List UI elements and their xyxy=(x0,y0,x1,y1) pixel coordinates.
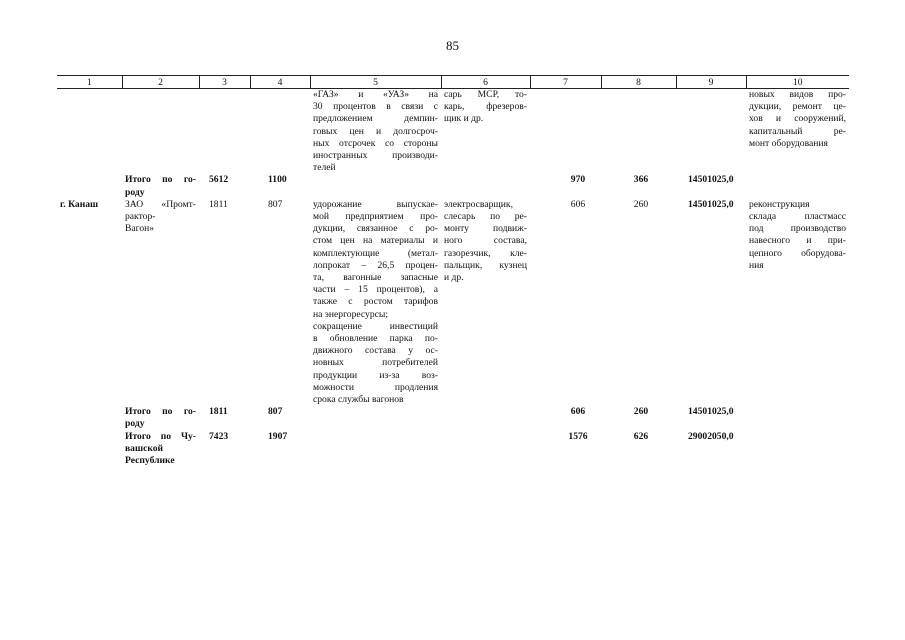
text-line: в обновление парка по- xyxy=(313,333,438,345)
text-line: ных отсрочек со стороны xyxy=(313,137,438,149)
text-line: также с ростом тарифов xyxy=(313,296,438,308)
header-cell: 2 xyxy=(122,76,199,89)
text-line: новых видов про- xyxy=(749,89,846,100)
value-cell: 5612 xyxy=(209,174,229,186)
text-line: продукции из-за воз- xyxy=(313,369,438,381)
text-line: Вагон» xyxy=(125,223,155,235)
table-row-republic-total xyxy=(57,431,849,468)
value-cell: 807 xyxy=(268,198,283,210)
text-line: роду xyxy=(125,186,145,198)
value-cell: 14501025,0 xyxy=(688,198,734,210)
value-cell: 14501025,0 xyxy=(688,406,734,418)
text-line: рактор- xyxy=(125,211,156,223)
value-cell: 260 xyxy=(633,406,649,418)
total-label xyxy=(122,406,199,430)
text-line: мой предприятием про- xyxy=(313,211,438,223)
text-line: склада пластмасс xyxy=(749,211,846,223)
reason-cell xyxy=(310,199,441,406)
text-line: Итого по го- xyxy=(125,406,196,418)
value-cell: 1811 xyxy=(209,406,228,418)
text-line: роду xyxy=(125,418,145,430)
header-row xyxy=(57,76,849,89)
text-line: сокращение инвестиций xyxy=(313,320,438,332)
text-line: движного состава у ос- xyxy=(313,345,438,357)
org-cell xyxy=(122,199,199,406)
professions-cell xyxy=(441,89,530,175)
page-number: 85 xyxy=(446,38,459,53)
value-cell: 1100 xyxy=(268,174,287,186)
header-cell: 7 xyxy=(530,76,601,89)
text-line: хов и сооружений, xyxy=(749,113,846,125)
text-line: части – 15 процентов), а xyxy=(313,284,438,296)
text-line: ния xyxy=(749,259,764,271)
text-line: сарь МСР, то- xyxy=(444,89,527,100)
text-line: удорожание выпускае- xyxy=(313,198,438,210)
data-table xyxy=(57,75,849,467)
header-cell: 5 xyxy=(310,76,441,89)
text-line: иностранных производи- xyxy=(313,150,438,162)
text-line: Итого по Чу- xyxy=(125,430,196,442)
text-line: капитальный ре- xyxy=(749,125,846,137)
value-cell: 1576 xyxy=(568,430,588,442)
text-line: щик и др. xyxy=(444,113,484,125)
reason-cell xyxy=(310,89,441,175)
text-line: новных потребителей xyxy=(313,357,438,369)
text-line: электросварщик, xyxy=(444,198,513,210)
table-row-city-total xyxy=(57,406,849,430)
header-cell: 9 xyxy=(676,76,746,89)
text-line: говых цен и долгосроч- xyxy=(313,125,438,137)
text-line: реконструкция xyxy=(749,198,810,210)
value-cell: 626 xyxy=(633,430,649,442)
text-line: комплектующие (метал- xyxy=(313,247,438,259)
value-cell: 1811 xyxy=(209,198,228,210)
table-row-continuation xyxy=(57,89,849,175)
header-cell: 8 xyxy=(601,76,676,89)
measures-cell xyxy=(746,199,849,406)
total-label xyxy=(122,431,199,468)
text-line: 30 процентов в связи с xyxy=(313,101,438,113)
header-cell: 3 xyxy=(199,76,250,89)
value-cell: 366 xyxy=(633,174,649,186)
text-line: газорезчик, кле- xyxy=(444,247,527,259)
value-cell: 260 xyxy=(633,198,649,210)
text-line: ЗАО «Промт- xyxy=(125,198,196,210)
value-cell: 1907 xyxy=(268,430,288,442)
table-row-city-total xyxy=(57,174,849,198)
text-line: пальщик, кузнец xyxy=(444,259,527,271)
header-cell: 6 xyxy=(441,76,530,89)
value-cell: 29002050,0 xyxy=(688,430,734,442)
text-line: телей xyxy=(313,162,336,174)
text-line: Республике xyxy=(125,455,175,467)
text-line: цепного оборудова- xyxy=(749,247,846,259)
value-cell: 606 xyxy=(570,198,586,210)
total-label xyxy=(122,174,199,198)
value-cell: 606 xyxy=(570,406,586,418)
text-line: «ГАЗ» и «УАЗ» на xyxy=(313,89,438,100)
value-cell: 970 xyxy=(570,174,586,186)
text-line: слесарь по ре- xyxy=(444,211,527,223)
table-row-kanash xyxy=(57,199,849,406)
text-line: предложением демпин- xyxy=(313,113,438,125)
value-cell: 14501025,0 xyxy=(688,174,734,186)
text-line: дукции, связанное с ро- xyxy=(313,223,438,235)
header-cell: 1 xyxy=(57,76,122,89)
text-line: срока службы вагонов xyxy=(313,394,404,406)
text-line: под производство xyxy=(749,223,846,235)
professions-cell xyxy=(441,199,530,406)
text-line: и др. xyxy=(444,272,464,284)
text-line: можности продления xyxy=(313,381,438,393)
text-line: Итого по го- xyxy=(125,174,196,186)
text-line: та, вагонные запасные xyxy=(313,272,438,284)
text-line: стом цен на материалы и xyxy=(313,235,438,247)
text-line: вашской xyxy=(125,442,164,454)
text-line: дукции, ремонт це- xyxy=(749,101,846,113)
header-cell: 4 xyxy=(250,76,310,89)
text-line: ного состава, xyxy=(444,235,527,247)
text-line: лопрокат – 26,5 процен- xyxy=(313,259,438,271)
city-cell: г. Канаш xyxy=(60,198,99,210)
value-cell: 7423 xyxy=(209,430,229,442)
measures-cell xyxy=(746,89,849,175)
header-cell: 10 xyxy=(746,76,849,89)
text-line: на энергоресурсы; xyxy=(313,308,388,320)
text-line: монт оборудования xyxy=(749,137,828,149)
value-cell: 807 xyxy=(268,406,283,418)
text-line: карь, фрезеров- xyxy=(444,101,527,113)
text-line: монту подвиж- xyxy=(444,223,527,235)
text-line: навесного и при- xyxy=(749,235,846,247)
